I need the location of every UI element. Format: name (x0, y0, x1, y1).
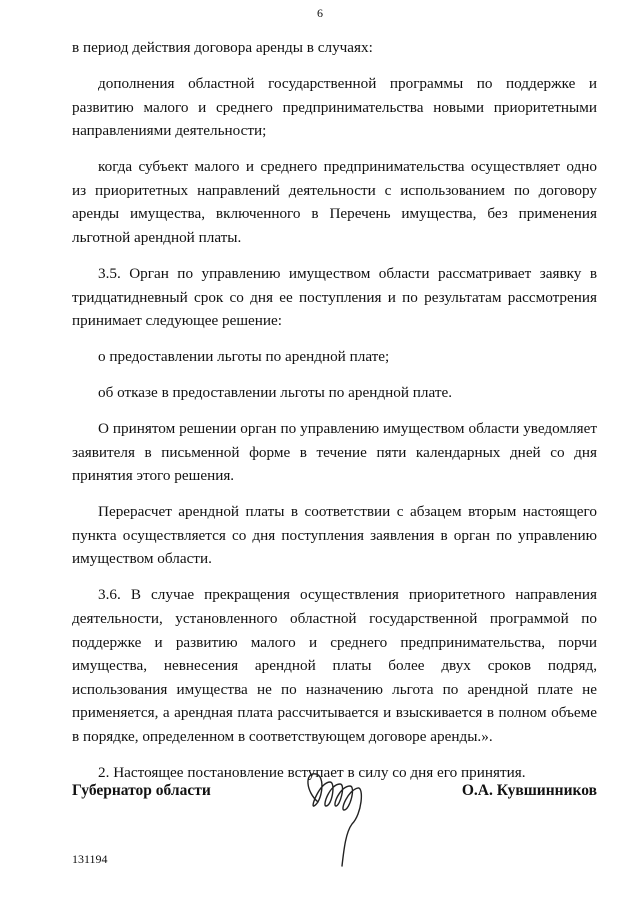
paragraph-5: о предоставлении льготы по арендной плате; (98, 348, 390, 366)
paragraph-6: об отказе в предоставлении льготы по арендной плате. (98, 384, 452, 402)
paragraph-3: когда субъект малого и среднего предпринимательства осуществляет одно из приоритетных направлений деятельности с использованием по договору аренды имущества, включенного в Перечень имущества, без применения льготной арендной платы. (72, 158, 597, 246)
handwritten-signature-icon (300, 762, 370, 872)
paragraph-2: дополнения областной государственной программы по поддержке и развитию малого и среднего предпринимательства новыми приоритетными направлениями деятельности; (72, 74, 597, 140)
document-body (72, 36, 597, 797)
signatory-name: О.А. Кувшинников (461, 782, 597, 799)
paragraph-4: 3.5. Орган по управлению имуществом области рассматривает заявку в тридцатидневный срок со дня ее поступления и по результатам рассмотрения принимает следующее решение: (72, 264, 597, 330)
paragraph-9: 3.6. В случае прекращения осуществления приоритетного направления деятельности, установленного областной государственной программой по поддержке и развитию малого и среднего предпринимательства, порчи имущества, невнесения арендной платы более двух сроков подряд, использования имущества не по назначению льгота по арендной плате не применяется, а арендная плата рассчитывается и взыскивается в полном объеме в порядке, определенном в соответствующем договоре аренды.». (72, 586, 597, 745)
paragraph-8: Перерасчет арендной платы в соответствии с абзацем вторым настоящего пункта осуществляется со дня поступления заявления в орган по управлению имуществом области. (72, 503, 597, 568)
signatory-position: Губернатор области (72, 782, 211, 799)
paragraph-7: О принятом решении орган по управлению имуществом области уведомляет заявителя в письменной форме в течение пяти календарных дней со дня принятия этого решения. (72, 420, 597, 485)
page-number: 6 (317, 6, 323, 20)
paragraph-1: в период действия договора аренды в случаях: (72, 39, 373, 56)
paragraph-10: 2. Настоящее постановление вступает в силу со дня его принятия. (98, 763, 526, 781)
document-code: 131194 (72, 852, 108, 866)
